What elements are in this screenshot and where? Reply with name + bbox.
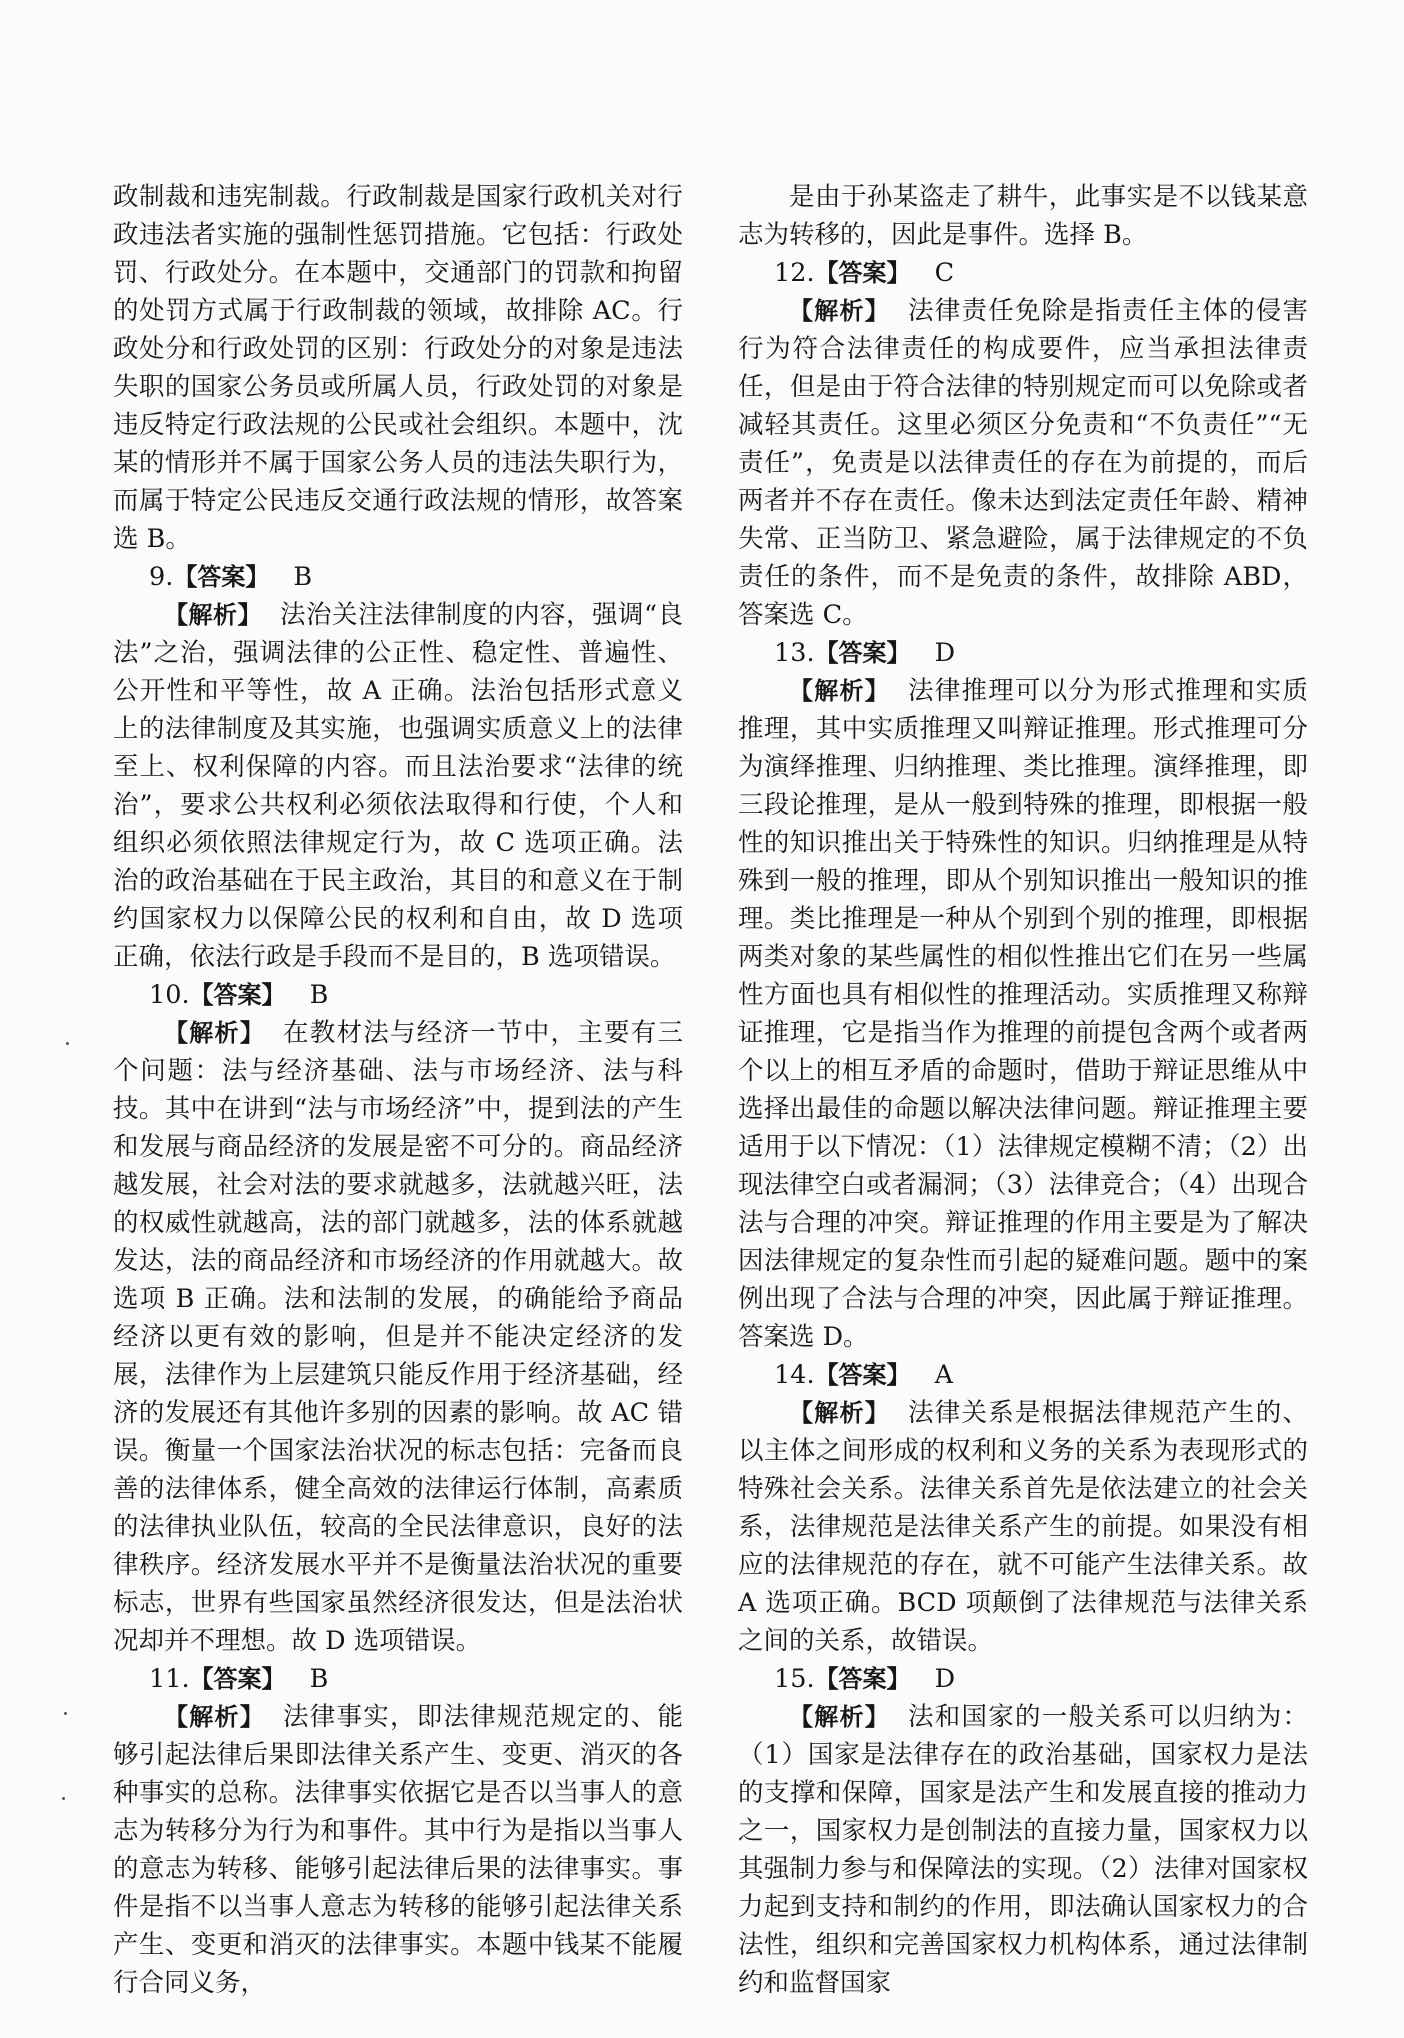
answer-value: A (934, 1360, 953, 1390)
answer-10 (113, 976, 683, 1014)
answer-value: B (309, 1664, 329, 1694)
answer-14 (738, 1356, 1308, 1394)
answer-11 (113, 1660, 683, 1698)
explanation-text: 法和国家的一般关系可以归纳为：（1）国家是法律存在的政治基础，国家权力是法的支撑和保障，国家是法产生和发展直接的推动力之一，国家权力是创制法的直接力量，国家权力以其强制力参与和保障法的实现。（2）法律对国家权力起到支持和制约的作用，即法确认国家权力的合法性，组织和完善国家权力机构体系，通过法律制约和监督国家 (738, 1702, 1308, 1998)
explanation-tag: 【解析】 (164, 601, 262, 629)
explanation-9 (113, 596, 683, 976)
answer-12 (738, 254, 1308, 292)
question-number: 10. (149, 980, 190, 1010)
explanation-text: 法治关注法律制度的内容，强调“良法”之治，强调法律的公正性、稳定性、普遍性、公开性和平等性，故 A 正确。法治包括形式意义上的法律制度及其实施，也强调实质意义上的法律至上、权利保障的内容。而且法治要求“法律的统治”，要求公共权利必须依法取得和行使，个人和组织必须依照法律规定行为，故 C 选项正确。法治的政治基础在于民主政治，其目的和意义在于制约国家权力以保障公民的权利和自由，故 D 选项正确，依法行政是手段而不是目的，B 选项错误。 (113, 600, 684, 972)
answer-15 (738, 1660, 1308, 1698)
answer-tag: 【答案】 (814, 259, 911, 287)
question-number: 9. (149, 562, 174, 592)
explanation-tag: 【解析】 (164, 1019, 265, 1047)
explanation-10 (113, 1014, 683, 1660)
explanation-14 (738, 1394, 1308, 1660)
answer-value: C (934, 258, 955, 288)
question-number: 14. (774, 1360, 815, 1390)
explanation-11 (113, 1698, 683, 2002)
question-number: 13. (774, 638, 815, 668)
scan-speck (64, 1712, 67, 1715)
explanation-15 (738, 1698, 1308, 2002)
explanation-tag: 【解析】 (789, 677, 890, 705)
question-number: 15. (774, 1664, 815, 1694)
question-number: 12. (774, 258, 815, 288)
explanation-13 (738, 672, 1308, 1356)
answer-value: D (934, 1664, 956, 1694)
answer-tag: 【答案】 (189, 1665, 286, 1693)
explanation-text: 法律推理可以分为形式推理和实质推理，其中实质推理又叫辩证推理。形式推理可分为演绎推理、归纳推理、类比推理。演绎推理，即三段论推理，是从一般到特殊的推理，即根据一般性的知识推出关于特殊性的知识。归纳推理是从特殊到一般的推理，即从个别知识推出一般知识的推理。类比推理是一种从个别到个别的推理，即根据两类对象的某些属性的相似性推出它们在另一些属性方面也具有相似性的推理活动。实质推理又称辩证推理，它是指当作为推理的前提包含两个或者两个以上的相互矛盾的命题时，借助于辩证思维从中选择出最佳的命题以解决法律问题。辩证推理主要适用于以下情况：（1）法律规定模糊不清；（2）出现法律空白或者漏洞；（3）法律竞合；（4）出现合法与合理的冲突。辩证推理的作用主要是为了解决因法律规定的复杂性而引起的疑难问题。题中的案例出现了合法与合理的冲突，因此属于辩证推理。答案选 D。 (738, 676, 1308, 1352)
answer-value: D (934, 638, 956, 668)
answer-value: B (293, 562, 313, 592)
answer-tag: 【答案】 (189, 981, 286, 1009)
answer-tag: 【答案】 (814, 1361, 911, 1389)
answer-9 (113, 558, 683, 596)
explanation-text: 法律关系是根据法律规范产生的、以主体之间形成的权利和义务的关系为表现形式的特殊社会关系。法律关系首先是依法建立的社会关系，法律规范是法律关系产生的前提。如果没有相应的法律规范的存在，就不可能产生法律关系。故 A 选项正确。BCD 项颠倒了法律规范与法律关系之间的关系，故错误。 (738, 1398, 1308, 1656)
scan-speck (62, 1797, 65, 1800)
left-column (113, 178, 683, 2002)
scan-speck (66, 1042, 69, 1045)
question-number: 11. (149, 1664, 190, 1694)
answer-tag: 【答案】 (814, 639, 911, 667)
explanation-tag: 【解析】 (789, 1399, 890, 1427)
answer-tag: 【答案】 (173, 563, 270, 591)
answer-tag: 【答案】 (814, 1665, 911, 1693)
explanation-12 (738, 292, 1308, 634)
explanation-tag: 【解析】 (789, 297, 890, 325)
continuation-paragraph: 是由于孙某盗走了耕牛，此事实是不以钱某意志为转移的，因此是事件。选择 B。 (738, 182, 1308, 250)
right-column (738, 178, 1308, 2002)
explanation-tag: 【解析】 (789, 1703, 890, 1731)
explanation-text: 在教材法与经济一节中，主要有三个问题：法与经济基础、法与市场经济、法与科技。其中在讲到“法与市场经济”中，提到法的产生和发展与商品经济的发展是密不可分的。商品经济越发展，社会对法的要求就越多，法就越兴旺，法的权威性就越高，法的部门就越多，法的体系就越发达，法的商品经济和市场经济的作用就越大。故选项 B 正确。法和法制的发展，的确能给予商品经济以更有效的影响，但是并不能决定经济的发展，法律作为上层建筑只能反作用于经济基础，经济的发展还有其他许多别的因素的影响。故 AC 错误。衡量一个国家法治状况的标志包括：完备而良善的法律体系，健全高效的法律运行体制，高素质的法律执业队伍，较高的全民法律意识，良好的法律秩序。经济发展水平并不是衡量法治状况的重要标志，世界有些国家虽然经济很发达，但是法治状况却并不理想。故 D 选项错误。 (113, 1018, 683, 1656)
explanation-text: 法律责任免除是指责任主体的侵害行为符合法律责任的构成要件，应当承担法律责任，但是由于符合法律的特别规定而可以免除或者减轻其责任。这里必须区分免责和“不负责任”“无责任”，免责是以法律责任的存在为前提的，而后两者并不存在责任。像未达到法定责任年龄、精神失常、正当防卫、紧急避险，属于法律规定的不负责任的条件，而不是免责的条件，故排除 ABD，答案选 C。 (738, 296, 1308, 630)
continuation-paragraph: 政制裁和违宪制裁。行政制裁是国家行政机关对行政违法者实施的强制性惩罚措施。它包括：行政处罚、行政处分。在本题中，交通部门的罚款和拘留的处罚方式属于行政制裁的领域，故排除 AC。行政处分和行政处罚的区别：行政处分的对象是违法失职的国家公务员或所属人员，行政处罚的对象是违反特定行政法规的公民或社会组织。本题中，沈某的情形并不属于国家公务人员的违法失职行为，而属于特定公民违反交通行政法规的情形，故答案选 B。 (113, 182, 683, 554)
explanation-text: 法律事实，即法律规范规定的、能够引起法律后果即法律关系产生、变更、消灭的各种事实的总称。法律事实依据它是否以当事人的意志为转移分为行为和事件。其中行为是指以当事人的意志为转移、能够引起法律后果的法律事实。事件是指不以当事人意志为转移的能够引起法律关系产生、变更和消灭的法律事实。本题中钱某不能履行合同义务， (113, 1702, 683, 1998)
answer-13 (738, 634, 1308, 672)
answer-value: B (309, 980, 329, 1010)
explanation-tag: 【解析】 (164, 1703, 265, 1731)
